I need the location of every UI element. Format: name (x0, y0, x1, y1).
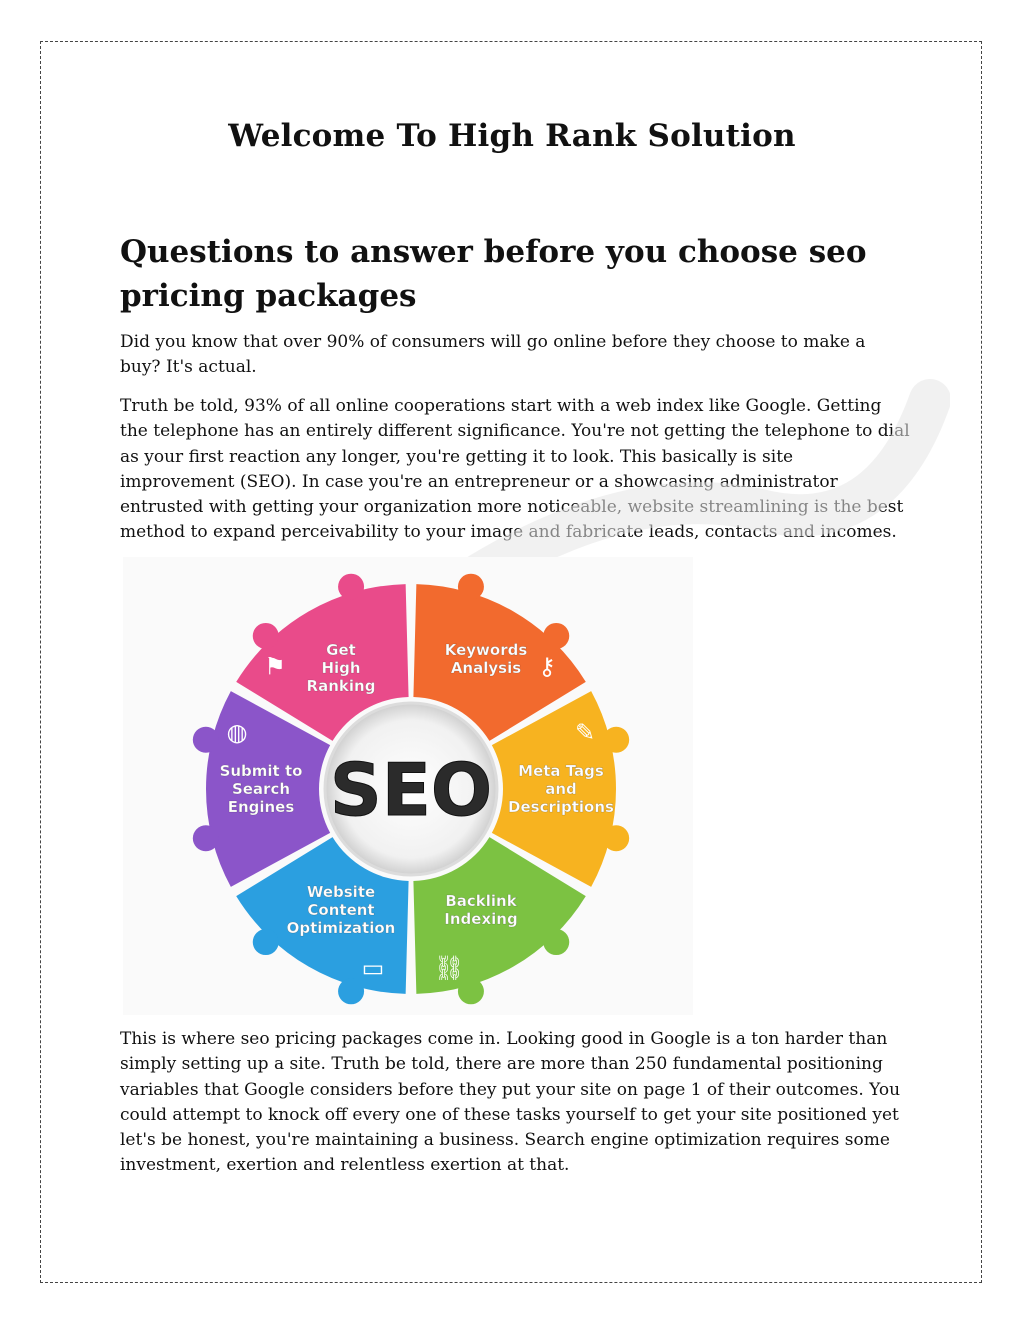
puzzle-segment-label-line: High (321, 658, 361, 677)
puzzle-segment-label-line: Ranking (306, 676, 376, 695)
puzzle-segment-label-line: Meta Tags (518, 762, 604, 780)
puzzle-segment-label-line: Optimization (286, 919, 396, 938)
puzzle-tab (458, 978, 484, 1004)
tag-icon: ✎ (574, 718, 596, 747)
puzzle-segment-label-line: Get (326, 640, 356, 659)
puzzle-segment-label-line: Website (306, 883, 376, 902)
paragraph-intro: Did you know that over 90% of consumers will go online before they choose to make a buy? It's actual. (120, 332, 866, 378)
seo-puzzle-diagram (123, 557, 693, 1015)
key-icon: ⚷ (538, 652, 556, 681)
seo-center-label: SEO (329, 748, 493, 832)
puzzle-tab (338, 574, 364, 600)
puzzle-segment-label-line: Descriptions (508, 798, 614, 816)
puzzle-tab (193, 727, 219, 753)
flag-icon: ⚑ (264, 652, 286, 681)
puzzle-tab (253, 623, 279, 649)
puzzle-segment-label (444, 892, 517, 928)
monitor-icon: ▭ (361, 954, 385, 983)
globe-icon: ◍ (226, 718, 248, 747)
paragraph-pricing-packages: This is where seo pricing packages come in. Looking good in Google is a ton harder than simply setting up a site. Truth be told, there are more than 250 fundamental positioning variables that Google considers before they put your site on page 1 of their outcomes. You could attempt to knock off every one of these tasks yourself to get your site positioned yet let's be honest, you're maintaining a business. Search engine optimization requires some investment, exertion and relentless exertion at that. (120, 1029, 901, 1176)
puzzle-tab (253, 929, 279, 955)
puzzle-tab (603, 825, 629, 851)
puzzle-segment-label-line: Submit to (219, 762, 303, 780)
paragraph-seo-explained: Truth be told, 93% of all online cooperations start with a web index like Google. Getting the telephone has an entirely different significance. You're not getting the telephone to dial as your first reaction any longer, you're getting it to look. This basically is site improvement (SEO). In case you're an entrepreneur or a showcasing administrator entrusted with getting your organization more noticeable, website streamlining is the best method to expand perceivability to your image and fabricate leads, contacts and incomes. (120, 396, 910, 543)
puzzle-segment-label-line: Keywords (444, 641, 528, 660)
puzzle-tab (458, 574, 484, 600)
puzzle-segment-label-line: Analysis (450, 659, 522, 678)
puzzle-segment-label-line: and (545, 780, 577, 798)
puzzle-segment-label-line: Backlink (445, 892, 517, 911)
puzzle-segment-label (445, 641, 528, 677)
puzzle-tab (603, 727, 629, 753)
page-title: Welcome To High Rank Solution (228, 118, 796, 154)
puzzle-tab (193, 825, 219, 851)
puzzle-tab (338, 978, 364, 1004)
puzzle-tab (543, 623, 569, 649)
puzzle-segment-label-line: Engines (227, 798, 295, 816)
puzzle-tab (543, 929, 569, 955)
puzzle-segment-label-line: Content (307, 901, 375, 920)
puzzle-segment-label (220, 762, 303, 816)
puzzle-segment-label-line: Search (231, 780, 291, 798)
puzzle-segment-label-line: Indexing (444, 910, 518, 929)
article-heading: Questions to answer before you choose seo pricing packages (120, 234, 867, 314)
seo-puzzle-figure (123, 557, 693, 1015)
link-icon: ⛓ (433, 954, 465, 983)
